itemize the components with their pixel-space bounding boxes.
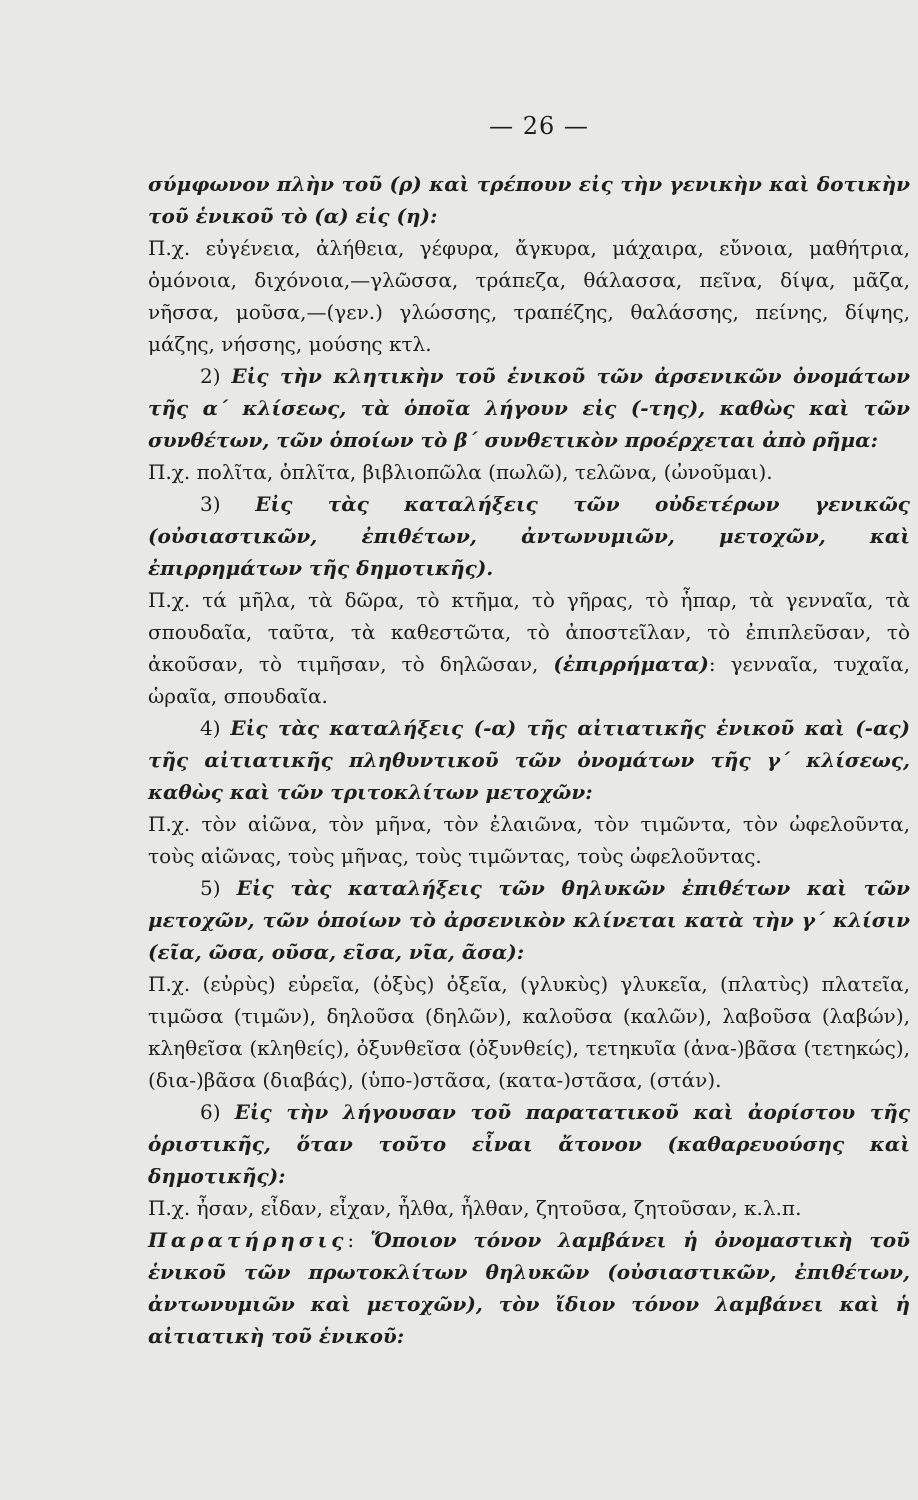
paragraph [148,360,910,456]
paragraph [148,232,910,360]
paragraph [148,1192,910,1224]
paragraph [148,872,910,968]
paragraph [148,1096,910,1192]
plain-text: Π.χ. τά μῆλα, τὰ δῶρα, τὸ κτῆμα, τὸ γῆρας, τὸ ἧπαρ, τὰ γενναῖα, τὰ σπουδαῖα, ταῦτα, τὰ καθεστῶτα, τὸ ἀποστεῖλαν, τὸ ἐπιπλεῦσαν, τὸ ἀκοῦσαν, τὸ τιμῆσαν, τὸ δηλῶσαν, [148,588,910,676]
paragraph [148,584,910,712]
page-number: — 26 — [489,112,589,140]
plain-text: Π.χ. τὸν αἰῶνα, τὸν μῆνα, τὸν ἐλαιῶνα, τὸν τιμῶντα, τὸν ὠφελοῦντα, τοὺς αἰῶνας, τοὺς μῆνας, τοὺς τιμῶντας, τοὺς ὠφελοῦντας. [148,812,910,868]
plain-text: 2) [200,364,232,388]
plain-text: Π.χ. πολῖτα, ὁπλῖτα, βιβλιοπῶλα (πωλῶ), τελῶνα, (ὠνοῦμαι). [148,460,773,484]
body-text [148,168,910,1352]
emphasis-text: (ἐπιρρήματα) [553,652,709,676]
paragraph [148,712,910,808]
paragraph [148,808,910,872]
plain-text: : [347,1228,371,1252]
plain-text: Π.χ. (εὐρὺς) εὐρεῖα, (ὀξὺς) ὀξεῖα, (γλυκὺς) γλυκεῖα, (πλατὺς) πλατεῖα, τιμῶσα (τιμῶν), δηλοῦσα (δηλῶν), καλοῦσα (καλῶν), λαβοῦσα (λαβών), κληθεῖσα (κληθείς), ὀξυνθεῖσα (ὀξυνθείς), τετηκυῖα (ἀνα-)βᾶσα (τετηκώς), (δια-)βᾶσα (διαβάς), (ὑπο-)στᾶσα, (κατα-)στᾶσα, (στάν). [148,972,910,1092]
paragraph [148,456,910,488]
paragraph [148,1224,910,1352]
plain-text: Π.χ. εὐγένεια, ἀλήθεια, γέφυρα, ἄγκυρα, μάχαιρα, εὔνοια, μαθήτρια, ὁμόνοια, διχόνοια,—γλῶσσα, τράπεζα, θάλασσα, πεῖνα, δίψα, μᾶζα, νῆσσα, μοῦσα,—(γεν.) γλώσσης, τραπέζης, θαλάσσης, πείνης, δίψης, μάζης, νήσσης, μούσης κτλ. [148,236,910,356]
plain-text: Π.χ. ἦσαν, εἶδαν, εἶχαν, ἦλθα, ἦλθαν, ζητοῦσα, ζητοῦσαν, κ.λ.π. [148,1196,802,1220]
plain-text: 5) [200,876,237,900]
paragraph [148,968,910,1096]
emphasis-text: Εἰς τὴν λήγουσαν τοῦ παρατατικοῦ καὶ ἀορίστου τῆς ὁριστικῆς, ὅταν τοῦτο εἶναι ἄτονον (καθαρευούσης καὶ δημοτικῆς): [148,1100,910,1188]
paragraph [148,488,910,584]
emphasis-text: Εἰς τὴν κλητικὴν τοῦ ἑνικοῦ τῶν ἀρσενικῶν ὀνομάτων τῆς α΄ κλίσεως, τὰ ὁποῖα λήγουν εἰς (-της), καθὼς καὶ τῶν συνθέτων, τῶν ὁποίων τὸ β΄ συνθετικὸν προέρχεται ἀπὸ ρῆμα: [148,364,910,452]
emphasis-text: Εἰς τὰς καταλήξεις τῶν οὐδετέρων γενικῶς (οὐσιαστικῶν, ἐπιθέτων, ἀντωνυμιῶν, μετοχῶν, καὶ ἐπιρρημάτων τῆς δημοτικῆς). [148,492,910,580]
emphasis-text: σύμφωνον πλὴν τοῦ (ρ) καὶ τρέπουν εἰς τὴν γενικὴν καὶ δοτικὴν τοῦ ἑνικοῦ τὸ (α) εἰς (η): [148,172,910,228]
plain-text: : γενναῖα, τυχαῖα, ὡραῖα, σπουδαῖα. [148,652,910,708]
plain-text: 6) [200,1100,235,1124]
emphasis-text: Εἰς τὰς καταλήξεις (-α) τῆς αἰτιατικῆς ἑνικοῦ καὶ (-ας) τῆς αἰτιατικῆς πληθυντικοῦ τῶν ὀνομάτων τῆς γ΄ κλίσεως, καθὼς καὶ τῶν τριτοκλίτων μετοχῶν: [148,716,911,804]
emphasis-text: Εἰς τὰς καταλήξεις τῶν θηλυκῶν ἐπιθέτων καὶ τῶν μετοχῶν, τῶν ὁποίων τὸ ἀρσενικὸν κλίνεται κατὰ τὴν γ΄ κλίσιν (εῖα, ῶσα, οῦσα, εῖσα, νῖα, ᾶσα): [148,876,910,964]
plain-text: 3) [200,492,256,516]
plain-text: 4) [200,716,231,740]
paragraph [148,168,910,232]
emphasis-text: Ὅποιον τόνον λαμβάνει ἡ ὀνομαστικὴ τοῦ ἑνικοῦ τῶν πρωτοκλίτων θηλυκῶν (οὐσιαστικῶν, ἐπιθέτων, ἀντωνυμιῶν καὶ μετοχῶν), τὸν ἴδιον τόνον λαμβάνει καὶ ἡ αἰτιατικὴ τοῦ ἑνικοῦ: [148,1228,910,1348]
note-heading: Παρατήρησις [148,1228,348,1252]
